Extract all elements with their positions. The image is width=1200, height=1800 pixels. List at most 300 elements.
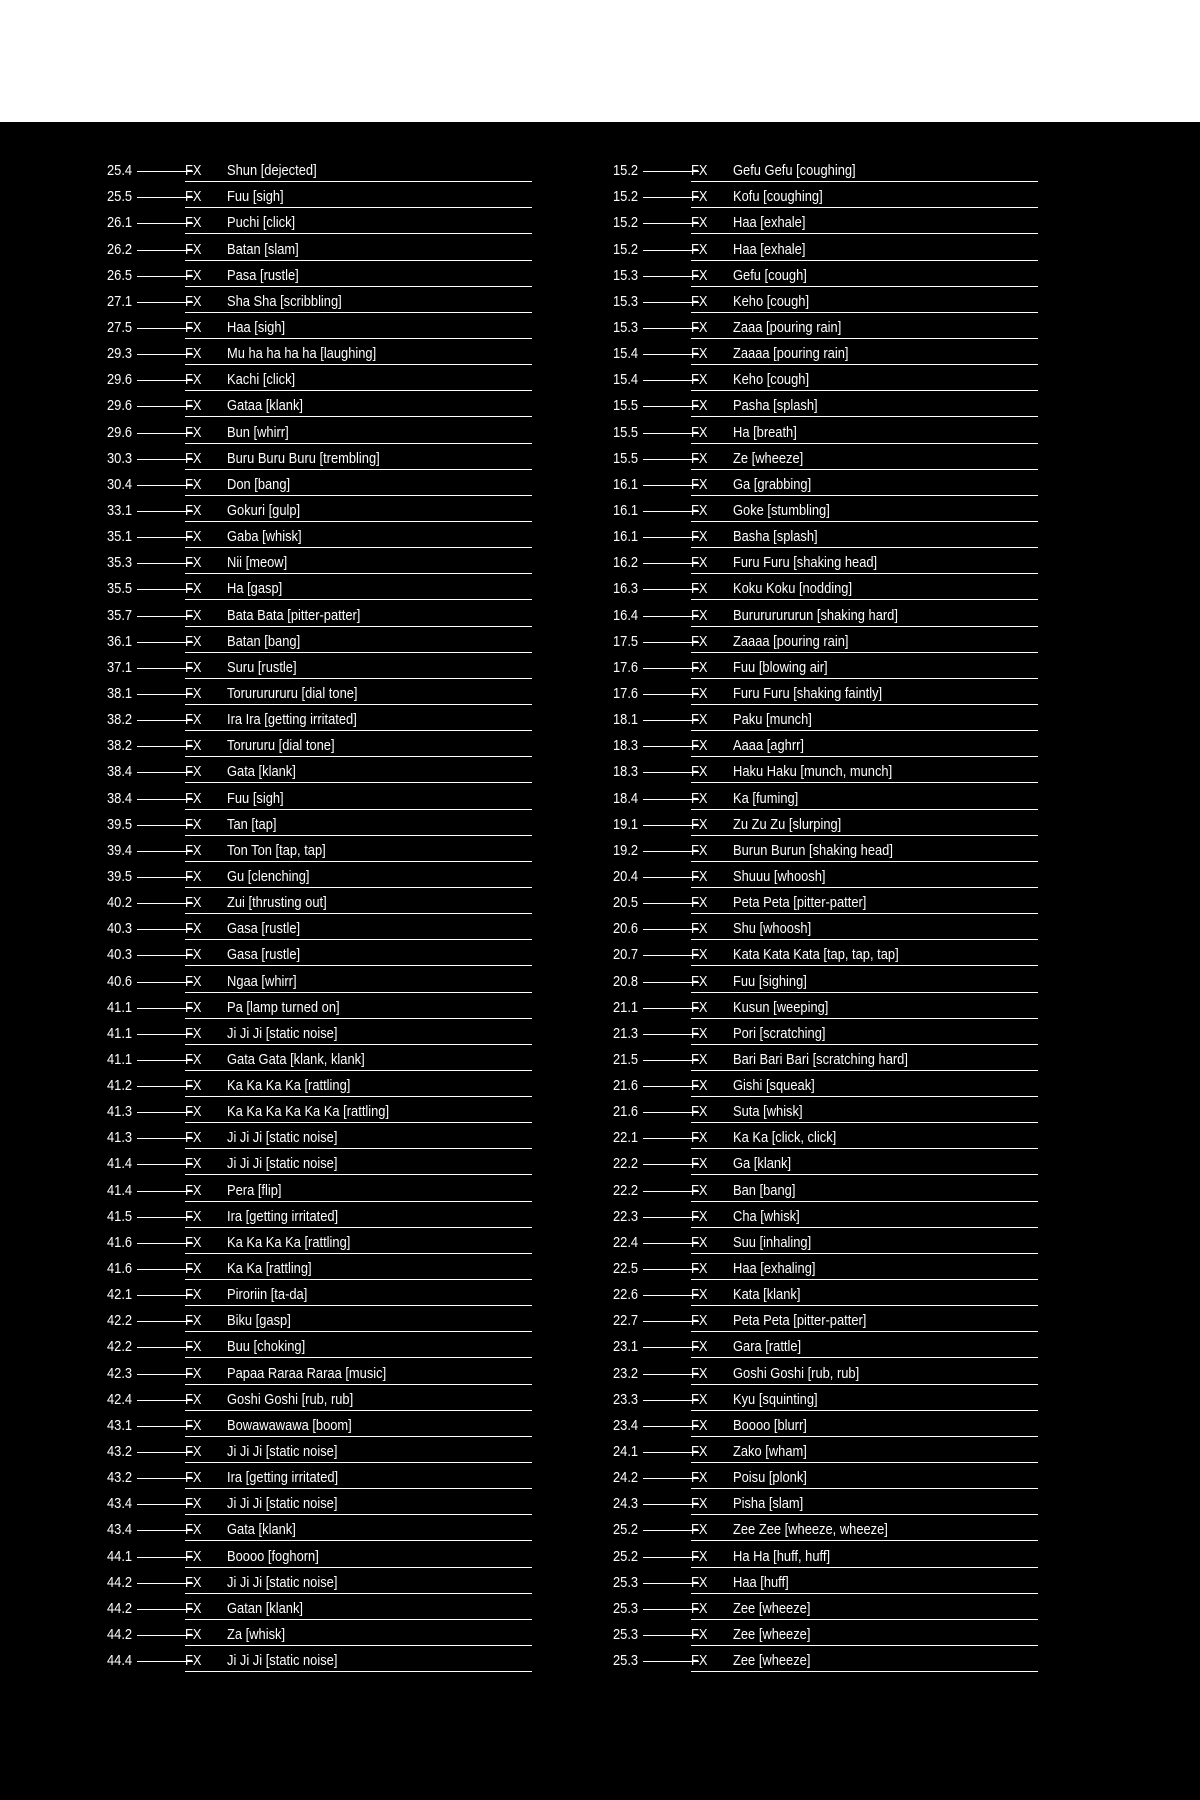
page-panel-ref: 27.5 bbox=[107, 318, 133, 336]
sound-effect-description: Haku Haku [munch, munch] bbox=[733, 763, 893, 781]
fx-label: FX bbox=[691, 1286, 708, 1304]
sound-effect-description: Haa [exhaling] bbox=[733, 1260, 816, 1278]
fx-label: FX bbox=[691, 345, 708, 363]
sound-effect-description: Gefu Gefu [coughing] bbox=[733, 162, 856, 180]
fx-label: FX bbox=[691, 1103, 708, 1121]
page-panel-ref: 41.1 bbox=[107, 998, 133, 1016]
sound-effect-description: Kata Kata Kata [tap, tap, tap] bbox=[733, 946, 899, 964]
sound-effect-description: Batan [slam] bbox=[227, 240, 299, 258]
fx-column-right bbox=[613, 156, 1038, 1672]
sound-effect-description: Haa [exhale] bbox=[733, 214, 806, 232]
fx-label: FX bbox=[691, 1129, 708, 1147]
fx-label: FX bbox=[691, 214, 708, 232]
page-panel-ref: 18.3 bbox=[613, 737, 639, 755]
fx-entry-row bbox=[613, 1541, 1038, 1567]
fx-entry-row bbox=[613, 391, 1038, 417]
page-panel-ref: 25.2 bbox=[613, 1547, 639, 1565]
fx-entry-row bbox=[107, 1175, 532, 1201]
page-panel-ref: 38.4 bbox=[107, 789, 133, 807]
fx-entry-row bbox=[613, 731, 1038, 757]
page-panel-ref: 22.5 bbox=[613, 1260, 639, 1278]
fx-entry-row bbox=[613, 496, 1038, 522]
fx-entry-row bbox=[613, 1515, 1038, 1541]
page-panel-ref: 42.3 bbox=[107, 1364, 133, 1382]
fx-label: FX bbox=[185, 397, 202, 415]
fx-entry-row bbox=[107, 156, 532, 182]
fx-label: FX bbox=[691, 397, 708, 415]
fx-label: FX bbox=[691, 920, 708, 938]
page-panel-ref: 39.5 bbox=[107, 867, 133, 885]
fx-entry-row bbox=[613, 1646, 1038, 1672]
fx-label: FX bbox=[691, 1469, 708, 1487]
sound-effect-description: Ji Ji Ji [static noise] bbox=[227, 1443, 338, 1461]
fx-label: FX bbox=[691, 580, 708, 598]
page-panel-ref: 25.4 bbox=[107, 162, 133, 180]
fx-label: FX bbox=[185, 1443, 202, 1461]
fx-entry-row bbox=[107, 574, 532, 600]
sound-effect-description: Cha [whisk] bbox=[733, 1207, 800, 1225]
fx-entry-row bbox=[107, 1123, 532, 1149]
sound-effect-description: Biku [gasp] bbox=[227, 1312, 291, 1330]
fx-label: FX bbox=[691, 1312, 708, 1330]
page-panel-ref: 21.3 bbox=[613, 1024, 639, 1042]
sound-effect-description: Ji Ji Ji [static noise] bbox=[227, 1573, 338, 1591]
page-panel-ref: 23.3 bbox=[613, 1390, 639, 1408]
fx-label: FX bbox=[185, 815, 202, 833]
sound-effect-description: Zee [wheeze] bbox=[733, 1626, 811, 1644]
fx-label: FX bbox=[691, 423, 708, 441]
fx-label: FX bbox=[691, 1155, 708, 1173]
fx-entry-row bbox=[107, 548, 532, 574]
page-panel-ref: 44.4 bbox=[107, 1652, 133, 1670]
page-panel-ref: 40.2 bbox=[107, 894, 133, 912]
sound-effect-description: Papaa Raraa Raraa [music] bbox=[227, 1364, 387, 1382]
fx-label: FX bbox=[185, 423, 202, 441]
page-panel-ref: 38.1 bbox=[107, 684, 133, 702]
page-panel-ref: 27.1 bbox=[107, 292, 133, 310]
sound-effect-description: Za [whisk] bbox=[227, 1626, 286, 1644]
page-panel-ref: 42.2 bbox=[107, 1338, 133, 1356]
page-panel-ref: 16.4 bbox=[613, 606, 639, 624]
sound-effect-description: Ira [getting irritated] bbox=[227, 1469, 339, 1487]
page-panel-ref: 25.3 bbox=[613, 1599, 639, 1617]
fx-label: FX bbox=[185, 1233, 202, 1251]
page-panel-ref: 21.6 bbox=[613, 1103, 639, 1121]
fx-label: FX bbox=[185, 1312, 202, 1330]
fx-label: FX bbox=[185, 1338, 202, 1356]
sound-effect-description: Pera [flip] bbox=[227, 1181, 282, 1199]
fx-entry-row bbox=[107, 1280, 532, 1306]
page-panel-ref: 44.2 bbox=[107, 1573, 133, 1591]
page-panel-ref: 20.6 bbox=[613, 920, 639, 938]
fx-entry-row bbox=[613, 783, 1038, 809]
fx-entry-row bbox=[613, 966, 1038, 992]
fx-entry-row bbox=[107, 287, 532, 313]
fx-label: FX bbox=[691, 1233, 708, 1251]
fx-entry-row bbox=[613, 470, 1038, 496]
sound-effect-description: Haa [sigh] bbox=[227, 318, 286, 336]
sound-effect-description: Pa [lamp turned on] bbox=[227, 998, 340, 1016]
fx-label: FX bbox=[185, 449, 202, 467]
fx-entry-row bbox=[107, 679, 532, 705]
sound-effect-description: Bari Bari Bari [scratching hard] bbox=[733, 1050, 908, 1068]
fx-label: FX bbox=[691, 554, 708, 572]
fx-label: FX bbox=[185, 1364, 202, 1382]
page-panel-ref: 15.4 bbox=[613, 345, 639, 363]
fx-entry-row bbox=[107, 313, 532, 339]
fx-entry-row bbox=[613, 679, 1038, 705]
fx-label: FX bbox=[691, 449, 708, 467]
fx-label: FX bbox=[691, 1495, 708, 1513]
fx-label: FX bbox=[185, 1129, 202, 1147]
page-panel-ref: 24.1 bbox=[613, 1443, 639, 1461]
sound-effect-description: Peta Peta [pitter-patter] bbox=[733, 1312, 867, 1330]
page-panel-ref: 16.1 bbox=[613, 475, 639, 493]
fx-label: FX bbox=[185, 867, 202, 885]
page-panel-ref: 15.3 bbox=[613, 292, 639, 310]
fx-entry-row bbox=[107, 966, 532, 992]
page-panel-ref: 41.5 bbox=[107, 1207, 133, 1225]
sound-effect-description: Fuu [sighing] bbox=[733, 972, 807, 990]
page-panel-ref: 22.1 bbox=[613, 1129, 639, 1147]
fx-entry-row bbox=[613, 208, 1038, 234]
page-panel-ref: 39.5 bbox=[107, 815, 133, 833]
fx-entry-row bbox=[107, 836, 532, 862]
fx-label: FX bbox=[185, 920, 202, 938]
fx-entry-row bbox=[613, 365, 1038, 391]
sound-effect-description: Ji Ji Ji [static noise] bbox=[227, 1495, 338, 1513]
fx-label: FX bbox=[185, 684, 202, 702]
page-panel-ref: 18.3 bbox=[613, 763, 639, 781]
sound-effect-description: Aaaa [aghrr] bbox=[733, 737, 805, 755]
page-panel-ref: 15.2 bbox=[613, 240, 639, 258]
page-panel-ref: 29.6 bbox=[107, 423, 133, 441]
page-panel-ref: 18.1 bbox=[613, 711, 639, 729]
sound-effect-description: Fuu [sigh] bbox=[227, 789, 284, 807]
fx-entry-row bbox=[107, 627, 532, 653]
page-panel-ref: 24.3 bbox=[613, 1495, 639, 1513]
sound-effect-description: Paku [munch] bbox=[733, 711, 812, 729]
fx-label: FX bbox=[185, 841, 202, 859]
fx-entry-row bbox=[613, 444, 1038, 470]
page-panel-ref: 35.5 bbox=[107, 580, 133, 598]
fx-entry-row bbox=[613, 522, 1038, 548]
fx-label: FX bbox=[691, 894, 708, 912]
page-panel-ref: 41.1 bbox=[107, 1024, 133, 1042]
page-panel-ref: 43.2 bbox=[107, 1469, 133, 1487]
fx-entry-row bbox=[613, 757, 1038, 783]
sound-effect-description: Suta [whisk] bbox=[733, 1103, 803, 1121]
fx-entry-row bbox=[613, 1149, 1038, 1175]
sound-effect-description: Ji Ji Ji [static noise] bbox=[227, 1024, 338, 1042]
page-panel-ref: 36.1 bbox=[107, 632, 133, 650]
fx-entry-row bbox=[107, 1071, 532, 1097]
fx-entry-row bbox=[613, 600, 1038, 626]
page-panel-ref: 30.3 bbox=[107, 449, 133, 467]
page-panel-ref: 15.3 bbox=[613, 318, 639, 336]
fx-label: FX bbox=[185, 711, 202, 729]
sound-effect-description: Bata Bata [pitter-patter] bbox=[227, 606, 361, 624]
page-panel-ref: 44.2 bbox=[107, 1599, 133, 1617]
fx-label: FX bbox=[691, 1390, 708, 1408]
page-panel-ref: 15.2 bbox=[613, 214, 639, 232]
sound-effect-description: Gata [klank] bbox=[227, 763, 296, 781]
sound-effect-description: Shu [whoosh] bbox=[733, 920, 812, 938]
fx-entry-row bbox=[613, 1175, 1038, 1201]
sound-effect-description: Boooo [blurr] bbox=[733, 1416, 807, 1434]
page-panel-ref: 15.5 bbox=[613, 397, 639, 415]
sound-effect-description: Ira [getting irritated] bbox=[227, 1207, 339, 1225]
page-panel-ref: 37.1 bbox=[107, 658, 133, 676]
page-panel-ref: 19.2 bbox=[613, 841, 639, 859]
sound-effect-description: Zee [wheeze] bbox=[733, 1652, 811, 1670]
page-panel-ref: 22.2 bbox=[613, 1155, 639, 1173]
page-panel-ref: 33.1 bbox=[107, 501, 133, 519]
fx-entry-row bbox=[107, 208, 532, 234]
fx-entry-row bbox=[107, 1306, 532, 1332]
page-panel-ref: 22.6 bbox=[613, 1286, 639, 1304]
page-panel-ref: 43.4 bbox=[107, 1495, 133, 1513]
fx-entry-row bbox=[613, 287, 1038, 313]
fx-entry-row bbox=[613, 940, 1038, 966]
sound-effect-description: Ka Ka [rattling] bbox=[227, 1260, 312, 1278]
fx-label: FX bbox=[691, 1077, 708, 1095]
fx-label: FX bbox=[691, 501, 708, 519]
fx-entry-row bbox=[107, 705, 532, 731]
sound-effect-description: Piroriin [ta-da] bbox=[227, 1286, 308, 1304]
page-panel-ref: 25.3 bbox=[613, 1573, 639, 1591]
fx-entry-row bbox=[613, 1097, 1038, 1123]
sound-effect-description: Suu [inhaling] bbox=[733, 1233, 812, 1251]
sound-effect-description: Haa [exhale] bbox=[733, 240, 806, 258]
fx-label: FX bbox=[185, 1390, 202, 1408]
page-panel-ref: 25.5 bbox=[107, 188, 133, 206]
fx-entry-row bbox=[107, 444, 532, 470]
fx-entry-row bbox=[613, 234, 1038, 260]
fx-label: FX bbox=[185, 998, 202, 1016]
sound-effect-description: Ha [breath] bbox=[733, 423, 797, 441]
sound-effect-description: Gaba [whisk] bbox=[227, 528, 302, 546]
fx-entry-row bbox=[613, 1437, 1038, 1463]
page-panel-ref: 20.5 bbox=[613, 894, 639, 912]
page-panel-ref: 43.2 bbox=[107, 1443, 133, 1461]
sound-effect-description: Furu Furu [shaking faintly] bbox=[733, 684, 883, 702]
sound-effect-description: Don [bang] bbox=[227, 475, 291, 493]
fx-entry-row bbox=[107, 339, 532, 365]
sound-effect-description: Ga [grabbing] bbox=[733, 475, 812, 493]
fx-label: FX bbox=[185, 580, 202, 598]
sound-effect-description: Ga [klank] bbox=[733, 1155, 792, 1173]
page-panel-ref: 38.2 bbox=[107, 737, 133, 755]
sound-effect-description: Gishi [squeak] bbox=[733, 1077, 815, 1095]
sound-effect-description: Zee [wheeze] bbox=[733, 1599, 811, 1617]
page-panel-ref: 29.3 bbox=[107, 345, 133, 363]
fx-label: FX bbox=[691, 266, 708, 284]
fx-label: FX bbox=[691, 1024, 708, 1042]
sound-effect-description: Pasha [splash] bbox=[733, 397, 818, 415]
sound-effect-description: Pori [scratching] bbox=[733, 1024, 826, 1042]
fx-label: FX bbox=[691, 632, 708, 650]
sound-effect-description: Shun [dejected] bbox=[227, 162, 317, 180]
fx-label: FX bbox=[691, 815, 708, 833]
sound-effect-description: Haa [huff] bbox=[733, 1573, 789, 1591]
fx-label: FX bbox=[691, 1364, 708, 1382]
fx-entry-row bbox=[613, 1594, 1038, 1620]
fx-entry-row bbox=[107, 1463, 532, 1489]
fx-entry-row bbox=[613, 574, 1038, 600]
fx-label: FX bbox=[185, 1652, 202, 1670]
sound-effect-description: Keho [cough] bbox=[733, 292, 810, 310]
fx-entry-row bbox=[613, 627, 1038, 653]
fx-label: FX bbox=[185, 1547, 202, 1565]
sound-effect-description: Mu ha ha ha ha [laughing] bbox=[227, 345, 377, 363]
sound-effect-description: Ji Ji Ji [static noise] bbox=[227, 1652, 338, 1670]
page-panel-ref: 41.2 bbox=[107, 1077, 133, 1095]
page-panel-ref: 15.2 bbox=[613, 188, 639, 206]
sound-effect-description: Ngaa [whirr] bbox=[227, 972, 297, 990]
sound-effect-description: Nii [meow] bbox=[227, 554, 288, 572]
fx-label: FX bbox=[185, 240, 202, 258]
fx-label: FX bbox=[691, 789, 708, 807]
fx-label: FX bbox=[691, 737, 708, 755]
sound-effect-description: Bowawawawa [boom] bbox=[227, 1416, 352, 1434]
fx-entry-row bbox=[107, 1332, 532, 1358]
page-panel-ref: 17.5 bbox=[613, 632, 639, 650]
fx-label: FX bbox=[691, 1050, 708, 1068]
page-panel-ref: 16.1 bbox=[613, 501, 639, 519]
fx-label: FX bbox=[185, 266, 202, 284]
page-panel-ref: 16.2 bbox=[613, 554, 639, 572]
sound-effect-description: Suru [rustle] bbox=[227, 658, 297, 676]
sound-effect-description: Basha [splash] bbox=[733, 528, 818, 546]
page-panel-ref: 44.2 bbox=[107, 1626, 133, 1644]
page-panel-ref: 35.7 bbox=[107, 606, 133, 624]
sound-effect-description: Zaaaa [pouring rain] bbox=[733, 632, 849, 650]
fx-entry-row bbox=[613, 1489, 1038, 1515]
sound-effect-description: Gata Gata [klank, klank] bbox=[227, 1050, 365, 1068]
page-panel-ref: 43.1 bbox=[107, 1416, 133, 1434]
fx-entry-row bbox=[613, 1463, 1038, 1489]
sound-effect-description: Goke [stumbling] bbox=[733, 501, 830, 519]
fx-entry-row bbox=[613, 1411, 1038, 1437]
fx-entry-row bbox=[107, 365, 532, 391]
fx-entry-row bbox=[613, 1385, 1038, 1411]
page-panel-ref: 41.3 bbox=[107, 1103, 133, 1121]
page-panel-ref: 21.1 bbox=[613, 998, 639, 1016]
sound-effect-description: Kachi [click] bbox=[227, 371, 296, 389]
sound-effect-description: Gu [clenching] bbox=[227, 867, 310, 885]
fx-entry-row bbox=[107, 1646, 532, 1672]
sound-effect-description: Ji Ji Ji [static noise] bbox=[227, 1129, 338, 1147]
page-panel-ref: 17.6 bbox=[613, 658, 639, 676]
fx-entry-row bbox=[613, 1123, 1038, 1149]
fx-label: FX bbox=[185, 554, 202, 572]
page-panel-ref: 23.1 bbox=[613, 1338, 639, 1356]
fx-entry-row bbox=[107, 600, 532, 626]
fx-label: FX bbox=[185, 763, 202, 781]
page-panel-ref: 22.3 bbox=[613, 1207, 639, 1225]
fx-label: FX bbox=[185, 606, 202, 624]
fx-label: FX bbox=[185, 188, 202, 206]
sound-effect-description: Kyu [squinting] bbox=[733, 1390, 818, 1408]
sound-effect-description: Zu Zu Zu [slurping] bbox=[733, 815, 842, 833]
sound-effect-description: Gara [rattle] bbox=[733, 1338, 802, 1356]
fx-entry-row bbox=[107, 496, 532, 522]
fx-entry-row bbox=[613, 261, 1038, 287]
sound-effect-description: Batan [bang] bbox=[227, 632, 301, 650]
page-panel-ref: 23.4 bbox=[613, 1416, 639, 1434]
sound-effect-description: Gasa [rustle] bbox=[227, 920, 301, 938]
page-panel-ref: 25.3 bbox=[613, 1626, 639, 1644]
sound-effect-description: Ton Ton [tap, tap] bbox=[227, 841, 326, 859]
fx-label: FX bbox=[185, 345, 202, 363]
fx-label: FX bbox=[691, 1416, 708, 1434]
fx-label: FX bbox=[691, 1443, 708, 1461]
fx-entry-row bbox=[613, 156, 1038, 182]
sound-effect-description: Gasa [rustle] bbox=[227, 946, 301, 964]
page-panel-ref: 41.4 bbox=[107, 1181, 133, 1199]
sound-effect-description: Furu Furu [shaking head] bbox=[733, 554, 878, 572]
fx-label: FX bbox=[185, 1260, 202, 1278]
fx-label: FX bbox=[691, 1652, 708, 1670]
sound-effect-description: Burun Burun [shaking head] bbox=[733, 841, 893, 859]
fx-entry-row bbox=[107, 1045, 532, 1071]
page-panel-ref: 22.4 bbox=[613, 1233, 639, 1251]
fx-entry-row bbox=[613, 548, 1038, 574]
fx-label: FX bbox=[185, 1469, 202, 1487]
fx-label: FX bbox=[691, 1260, 708, 1278]
fx-label: FX bbox=[691, 162, 708, 180]
fx-column-left bbox=[107, 156, 532, 1672]
page-panel-ref: 41.6 bbox=[107, 1260, 133, 1278]
fx-entry-row bbox=[107, 1411, 532, 1437]
fx-entry-row bbox=[613, 1071, 1038, 1097]
fx-entry-row bbox=[107, 1541, 532, 1567]
sound-effect-description: Pisha [slam] bbox=[733, 1495, 804, 1513]
sound-effect-description: Ban [bang] bbox=[733, 1181, 796, 1199]
fx-entry-row bbox=[613, 993, 1038, 1019]
sound-effect-description: Ha [gasp] bbox=[227, 580, 283, 598]
page-panel-ref: 41.6 bbox=[107, 1233, 133, 1251]
page-panel-ref: 20.4 bbox=[613, 867, 639, 885]
fx-entry-row bbox=[107, 1254, 532, 1280]
fx-entry-row bbox=[613, 1306, 1038, 1332]
sound-effect-description: Gataa [klank] bbox=[227, 397, 304, 415]
fx-label: FX bbox=[691, 711, 708, 729]
fx-label: FX bbox=[185, 1103, 202, 1121]
page-panel-ref: 38.4 bbox=[107, 763, 133, 781]
fx-label: FX bbox=[691, 606, 708, 624]
sound-effect-description: Ka [fuming] bbox=[733, 789, 799, 807]
page-panel-ref: 21.6 bbox=[613, 1077, 639, 1095]
sound-effect-description: Torururu [dial tone] bbox=[227, 737, 335, 755]
page-panel-ref: 39.4 bbox=[107, 841, 133, 859]
fx-entry-row bbox=[613, 1202, 1038, 1228]
sound-effect-description: Poisu [plonk] bbox=[733, 1469, 807, 1487]
entry-underline bbox=[691, 1671, 1038, 1672]
sound-effect-description: Zako [wham] bbox=[733, 1443, 807, 1461]
fx-entry-row bbox=[107, 1228, 532, 1254]
fx-label: FX bbox=[185, 162, 202, 180]
fx-entry-row bbox=[107, 940, 532, 966]
sound-effect-description: Ji Ji Ji [static noise] bbox=[227, 1155, 338, 1173]
fx-label: FX bbox=[185, 1626, 202, 1644]
page-panel-ref: 26.5 bbox=[107, 266, 133, 284]
sound-effect-description: Koku Koku [nodding] bbox=[733, 580, 853, 598]
page-panel-ref: 26.1 bbox=[107, 214, 133, 232]
page-panel-ref: 20.7 bbox=[613, 946, 639, 964]
fx-label: FX bbox=[691, 528, 708, 546]
